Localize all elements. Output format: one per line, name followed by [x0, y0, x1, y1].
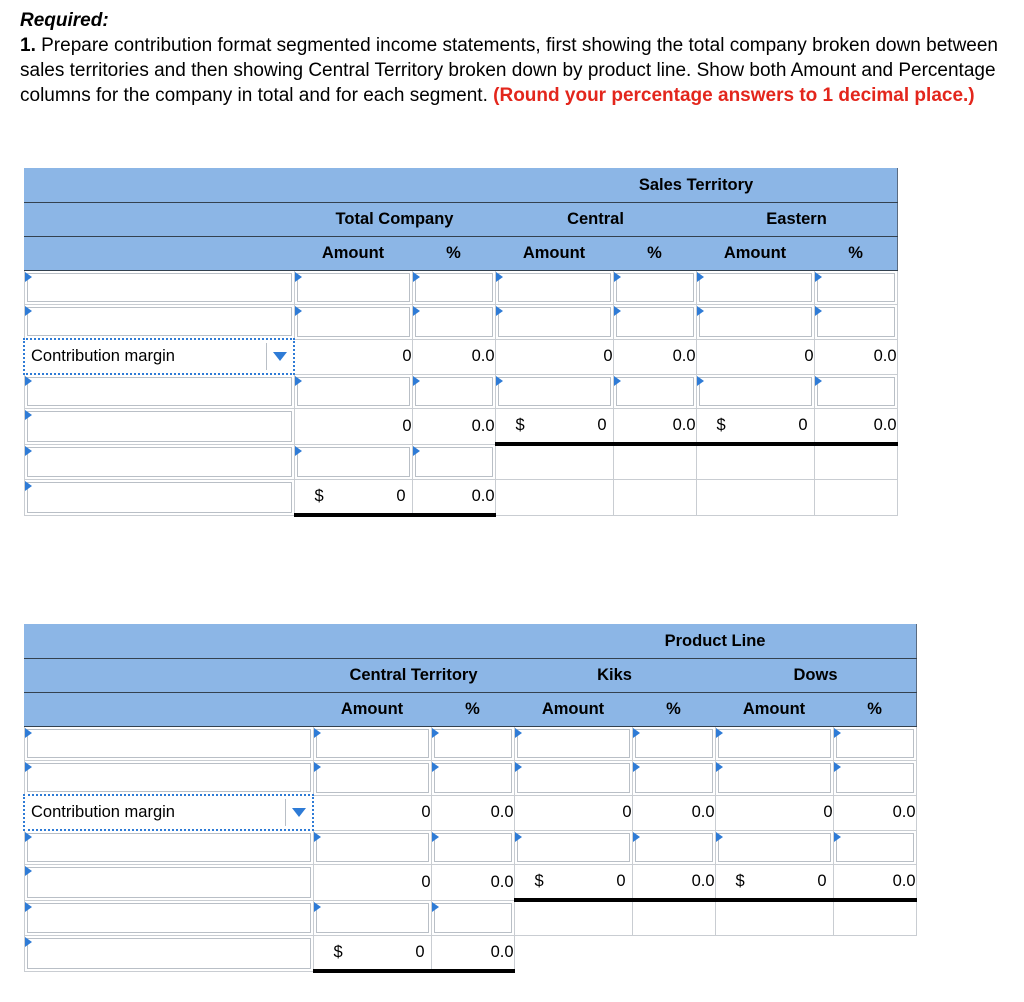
table-row	[24, 374, 897, 409]
input-marker-icon	[432, 832, 439, 842]
product-line-header: Product Line	[514, 625, 916, 659]
percent-value: 0.0	[412, 409, 495, 445]
percent-input[interactable]	[833, 761, 916, 796]
percent-value: 0.0	[632, 795, 715, 830]
chevron-down-icon[interactable]	[292, 808, 306, 817]
amount-input[interactable]	[313, 727, 431, 761]
percent-input[interactable]	[431, 830, 514, 865]
table-row	[24, 865, 916, 901]
amount-value: $ 0	[294, 480, 412, 516]
amount-input[interactable]	[495, 305, 613, 340]
table-row	[24, 305, 897, 340]
input-marker-icon	[614, 376, 621, 386]
chevron-down-icon[interactable]	[273, 352, 287, 361]
dollar-sign: $	[716, 416, 726, 434]
amount-value: 0	[294, 409, 412, 445]
total-company-header: Total Company	[294, 203, 495, 237]
table-row	[24, 761, 916, 796]
input-marker-icon	[413, 272, 420, 282]
percent-input[interactable]	[814, 305, 897, 340]
input-marker-icon	[295, 446, 302, 456]
percent-input[interactable]	[613, 374, 696, 409]
input-marker-icon	[515, 762, 522, 772]
amount-input[interactable]	[715, 761, 833, 796]
input-marker-icon	[834, 728, 841, 738]
percent-input[interactable]	[613, 305, 696, 340]
amount-input[interactable]	[514, 727, 632, 761]
amount-input[interactable]	[313, 761, 431, 796]
table-row	[24, 900, 916, 936]
table-row	[24, 795, 916, 830]
percent-column-header: %	[814, 237, 897, 271]
dollar-sign: $	[515, 416, 525, 434]
percent-value: 0.0	[814, 409, 897, 445]
header-blank	[24, 693, 313, 727]
amount-input[interactable]	[715, 830, 833, 865]
amount-input[interactable]	[696, 374, 814, 409]
amount-input[interactable]	[313, 830, 431, 865]
percent-value: 0.0	[431, 936, 514, 972]
input-marker-icon	[716, 728, 723, 738]
amount-value: 0	[294, 339, 412, 374]
input-marker-icon	[25, 446, 32, 456]
input-marker-icon	[496, 272, 503, 282]
row-label-input[interactable]	[24, 727, 313, 761]
percent-input[interactable]	[632, 761, 715, 796]
input-marker-icon	[295, 272, 302, 282]
input-marker-icon	[432, 762, 439, 772]
table-row	[24, 936, 916, 972]
amount-value: 0	[696, 339, 814, 374]
input-marker-icon	[25, 481, 32, 491]
amount-column-header: Amount	[313, 693, 431, 727]
input-marker-icon	[314, 832, 321, 842]
input-marker-icon	[815, 272, 822, 282]
percent-input[interactable]	[412, 374, 495, 409]
kiks-header: Kiks	[514, 659, 715, 693]
row-label-input[interactable]	[24, 936, 313, 972]
table-row	[24, 339, 897, 374]
table-row	[24, 409, 897, 445]
percent-value: 0.0	[613, 339, 696, 374]
product-line-table	[23, 624, 917, 973]
amount-value: $ 0	[514, 865, 632, 901]
input-marker-icon	[25, 937, 32, 947]
input-marker-icon	[295, 306, 302, 316]
dollar-sign: $	[314, 487, 324, 505]
row-label-input[interactable]	[24, 271, 294, 305]
central-header: Central	[495, 203, 696, 237]
input-marker-icon	[25, 832, 32, 842]
input-marker-icon	[834, 762, 841, 772]
amount-input[interactable]	[715, 727, 833, 761]
percent-value: 0.0	[632, 865, 715, 901]
input-marker-icon	[432, 902, 439, 912]
dollar-sign: $	[534, 872, 544, 890]
row-label-input[interactable]	[24, 761, 313, 796]
contribution-margin-label: Contribution margin	[31, 803, 175, 821]
input-marker-icon	[633, 832, 640, 842]
input-marker-icon	[834, 832, 841, 842]
percent-column-header: %	[431, 693, 514, 727]
input-marker-icon	[496, 376, 503, 386]
input-marker-icon	[25, 410, 32, 420]
percent-value: 0.0	[814, 339, 897, 374]
amount-column-header: Amount	[294, 237, 412, 271]
amount-input[interactable]	[294, 444, 412, 480]
percent-column-header: %	[412, 237, 495, 271]
input-marker-icon	[496, 306, 503, 316]
percent-value: 0.0	[412, 339, 495, 374]
input-marker-icon	[697, 272, 704, 282]
header-blank	[24, 203, 294, 237]
amount-value: 0	[313, 865, 431, 901]
amount-input[interactable]	[294, 271, 412, 305]
input-marker-icon	[633, 728, 640, 738]
header-blank	[24, 659, 313, 693]
percent-column-header: %	[833, 693, 916, 727]
percent-input[interactable]	[431, 900, 514, 936]
amount-value: $ 0	[313, 936, 431, 972]
amount-column-header: Amount	[495, 237, 613, 271]
percent-input[interactable]	[814, 374, 897, 409]
table-row	[24, 830, 916, 865]
table-row	[24, 444, 897, 480]
amount-input[interactable]	[514, 830, 632, 865]
input-marker-icon	[25, 272, 32, 282]
percent-input[interactable]	[833, 727, 916, 761]
input-marker-icon	[815, 376, 822, 386]
dollar-sign: $	[333, 943, 343, 961]
amount-value: $ 0	[696, 409, 814, 445]
percent-input[interactable]	[431, 761, 514, 796]
input-marker-icon	[614, 306, 621, 316]
percent-input[interactable]	[632, 830, 715, 865]
contribution-margin-label: Contribution margin	[31, 347, 175, 365]
header-blank	[24, 625, 514, 659]
percent-input[interactable]	[613, 271, 696, 305]
input-marker-icon	[314, 762, 321, 772]
percent-value: 0.0	[431, 795, 514, 830]
input-marker-icon	[413, 376, 420, 386]
input-marker-icon	[413, 446, 420, 456]
amount-input[interactable]	[313, 900, 431, 936]
rounding-note: (Round your percentage answers to 1 decimal place.)	[493, 85, 975, 106]
row-label-input[interactable]	[24, 444, 294, 480]
percent-column-header: %	[632, 693, 715, 727]
required-heading: Required:	[20, 10, 109, 31]
amount-value: $ 0	[495, 409, 613, 445]
percent-value: 0.0	[412, 480, 495, 516]
input-marker-icon	[515, 832, 522, 842]
row-label-input[interactable]	[24, 865, 313, 901]
dows-header: Dows	[715, 659, 916, 693]
percent-input[interactable]	[833, 830, 916, 865]
amount-input[interactable]	[696, 305, 814, 340]
input-marker-icon	[697, 376, 704, 386]
percent-input[interactable]	[412, 444, 495, 480]
percent-input[interactable]	[412, 271, 495, 305]
percent-column-header: %	[613, 237, 696, 271]
input-marker-icon	[314, 902, 321, 912]
input-marker-icon	[25, 728, 32, 738]
input-marker-icon	[25, 376, 32, 386]
amount-column-header: Amount	[715, 693, 833, 727]
eastern-header: Eastern	[696, 203, 897, 237]
amount-input[interactable]	[495, 374, 613, 409]
input-marker-icon	[815, 306, 822, 316]
amount-input[interactable]	[495, 271, 613, 305]
percent-value: 0.0	[431, 865, 514, 901]
table-row	[24, 480, 897, 516]
amount-column-header: Amount	[514, 693, 632, 727]
instructions-text: 1. Prepare contribution format segmented income statements, first showing the total company broken down between sales territories and then showing Central Territory broken down by product line. Show both Amount and Percentage columns for the company in total and for each segment. (Round your percentage answers to 1 decimal place.)	[20, 35, 998, 106]
input-marker-icon	[432, 728, 439, 738]
contribution-margin-select[interactable]	[24, 339, 294, 374]
amount-value: 0	[715, 795, 833, 830]
row-label-input[interactable]	[24, 305, 294, 340]
percent-input[interactable]	[431, 727, 514, 761]
input-marker-icon	[716, 832, 723, 842]
contribution-margin-select[interactable]	[24, 795, 313, 830]
percent-value: 0.0	[613, 409, 696, 445]
row-label-input[interactable]	[24, 900, 313, 936]
input-marker-icon	[697, 306, 704, 316]
input-marker-icon	[716, 762, 723, 772]
percent-value: 0.0	[833, 795, 916, 830]
amount-column-header: Amount	[696, 237, 814, 271]
amount-input[interactable]	[294, 374, 412, 409]
row-label-input[interactable]	[24, 830, 313, 865]
amount-input[interactable]	[514, 761, 632, 796]
percent-input[interactable]	[814, 271, 897, 305]
input-marker-icon	[25, 306, 32, 316]
dollar-sign: $	[735, 872, 745, 890]
table-row	[24, 271, 897, 305]
amount-value: 0	[313, 795, 431, 830]
row-label-input[interactable]	[24, 374, 294, 409]
sales-territory-table	[23, 168, 898, 517]
input-marker-icon	[515, 728, 522, 738]
amount-input[interactable]	[294, 305, 412, 340]
amount-input[interactable]	[696, 271, 814, 305]
input-marker-icon	[295, 376, 302, 386]
header-blank	[24, 169, 495, 203]
percent-value: 0.0	[833, 865, 916, 901]
amount-value: 0	[514, 795, 632, 830]
amount-value: 0	[495, 339, 613, 374]
input-marker-icon	[314, 728, 321, 738]
row-label-input[interactable]	[24, 409, 294, 445]
row-label-input[interactable]	[24, 480, 294, 516]
input-marker-icon	[633, 762, 640, 772]
instructions	[20, 8, 1020, 108]
header-blank	[24, 237, 294, 271]
input-marker-icon	[25, 762, 32, 772]
input-marker-icon	[25, 902, 32, 912]
central-territory-header: Central Territory	[313, 659, 514, 693]
input-marker-icon	[413, 306, 420, 316]
input-marker-icon	[614, 272, 621, 282]
percent-input[interactable]	[412, 305, 495, 340]
table-row	[24, 727, 916, 761]
amount-value: $ 0	[715, 865, 833, 901]
sales-territory-header: Sales Territory	[495, 169, 897, 203]
percent-input[interactable]	[632, 727, 715, 761]
input-marker-icon	[25, 866, 32, 876]
